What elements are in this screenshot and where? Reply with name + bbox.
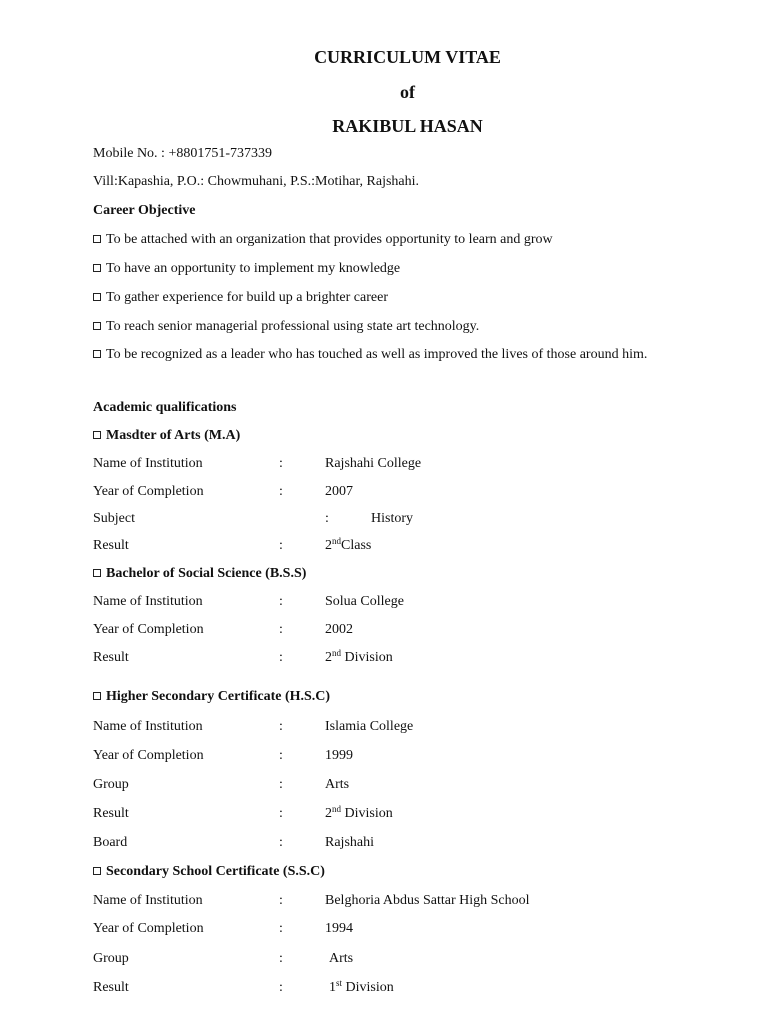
field-separator: : [279,650,283,665]
degree-title-ma: Masdter of Arts (M.A) [93,429,240,443]
field-value: 1994 [325,921,353,936]
field-value: Rajshahi [325,835,374,850]
degree-title-bss: Bachelor of Social Science (B.S.S) [93,567,306,581]
checkbox-bullet-icon [93,867,101,875]
checkbox-bullet-icon [93,264,101,272]
field-value: Solua College [325,594,404,609]
field-separator: : [325,511,329,526]
field-label: Board [93,835,128,850]
career-item-text: To have an opportunity to implement my knowledge [106,261,401,276]
field-value: Belghoria Abdus Sattar High School [325,893,530,908]
field-separator: : [279,777,283,792]
field-separator: : [279,594,283,609]
field-label: Name of Institution [93,893,203,908]
career-objective-heading: Career Objective [93,203,196,218]
field-value: 2007 [325,484,353,499]
field-label: Year of Completion [93,748,204,763]
candidate-name: RAKIBUL HASAN [332,116,483,136]
checkbox-bullet-icon [93,235,101,243]
field-separator: : [279,456,283,471]
field-label: Year of Completion [93,921,204,936]
checkbox-bullet-icon [93,569,101,577]
field-separator: : [279,806,283,821]
field-label: Subject [93,511,135,526]
field-value: 1999 [325,748,353,763]
field-separator: : [279,921,283,936]
career-item-text: To gather experience for build up a brighter career [106,290,388,305]
field-value: Arts [329,951,354,966]
field-value: Islamia College [325,719,414,734]
career-item-text: To reach senior managerial professional using state art technology. [106,319,480,334]
address: Vill:Kapashia, P.O.: Chowmuhani, P.S.:Motihar, Rajshahi. [93,174,420,189]
field-value: 2nd Division [325,648,393,665]
checkbox-bullet-icon [93,431,101,439]
field-separator: : [279,980,283,995]
career-item [93,348,647,362]
field-value: Arts [325,777,350,792]
field-label: Result [93,980,129,995]
field-label: Year of Completion [93,622,204,637]
checkbox-bullet-icon [93,322,101,330]
field-value: 2002 [325,622,353,637]
checkbox-bullet-icon [93,350,101,358]
degree-title-ssc: Secondary School Certificate (S.S.C) [93,865,325,879]
career-item-text: To be recognized as a leader who has touched as well as improved the lives of those around him. [106,347,648,362]
degree-title-hsc: Higher Secondary Certificate (H.S.C) [93,690,330,704]
field-separator: : [279,835,283,850]
career-item [93,262,400,276]
field-separator: : [279,622,283,637]
field-separator: : [279,748,283,763]
field-value: History [371,511,413,526]
field-value: 2ndClass [325,536,372,553]
field-label: Result [93,806,129,821]
field-value: Rajshahi College [325,456,422,471]
field-separator: : [279,484,283,499]
title-of: of [400,82,415,102]
mobile-number: Mobile No. : +8801751-737339 [93,146,272,161]
field-separator: : [279,893,283,908]
academic-heading: Academic qualifications [93,400,237,415]
field-label: Name of Institution [93,594,203,609]
career-item [93,291,388,305]
field-value: 2nd Division [325,804,393,821]
field-label: Name of Institution [93,456,203,471]
checkbox-bullet-icon [93,692,101,700]
field-label: Group [93,951,129,966]
field-separator: : [279,538,283,553]
career-item [93,233,553,247]
document-title: CURRICULUM VITAE [314,47,501,67]
field-label: Year of Completion [93,484,204,499]
field-separator: : [279,719,283,734]
field-separator: : [279,951,283,966]
field-label: Group [93,777,129,792]
field-label: Name of Institution [93,719,203,734]
checkbox-bullet-icon [93,293,101,301]
field-label: Result [93,538,129,553]
career-item [93,320,479,334]
career-item-text: To be attached with an organization that provides opportunity to learn and grow [106,232,553,247]
field-label: Result [93,650,129,665]
field-value: 1st Division [329,978,394,995]
